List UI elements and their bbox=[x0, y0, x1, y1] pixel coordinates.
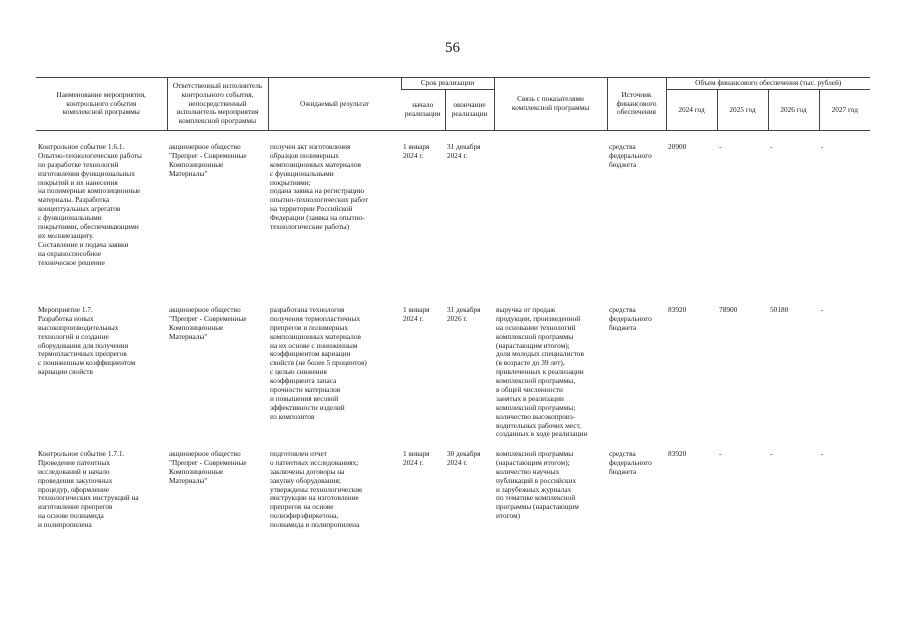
header-year-2027: 2027 год bbox=[819, 90, 870, 131]
header-end: окончание реализации bbox=[445, 90, 494, 131]
cell-2026: 50180 bbox=[770, 305, 789, 314]
header-term: Срок реализации bbox=[401, 78, 494, 90]
page-number: 56 bbox=[445, 40, 460, 56]
header-link: Связь с показателями комплексной программы bbox=[494, 78, 607, 131]
program-activities-table bbox=[36, 77, 870, 550]
cell-2026: - bbox=[770, 449, 773, 458]
cell-result: подготовлен отчет о патентных исследованиях; заключены договоры на закупку оборудования; утверждены технологические инструкции на изготовление препрегов на основе полиэфирэфиркетона, полиамида и полипропилена bbox=[270, 449, 363, 530]
header-start: начало реализации bbox=[404, 100, 441, 118]
header-year-2024: 2024 год bbox=[666, 90, 717, 131]
cell-name: Контрольное событие 1.7.1. Проведение патентных исследований и начало проведения закупочных процедур, оформление технологических инструкций на изготовление препрегов на основе полиамида и полипропилена bbox=[38, 449, 139, 530]
cell-start: 1 января 2024 г. bbox=[403, 142, 430, 160]
cell-2027: - bbox=[821, 449, 824, 458]
table-row bbox=[36, 448, 870, 550]
cell-start: 1 января 2024 г. bbox=[403, 449, 430, 467]
header-responsible: Ответственный исполнитель контрольного события, непосредственный исполнитель мероприятия комплексной программы bbox=[167, 78, 268, 131]
cell-result: получен акт изготовления образцов полимерных композиционных материалов с функциональными покрытиями; подана заявка на регистрацию опытно-технологических работ на территории Российской Федерации (заявка на опытно- технологические работы) bbox=[270, 142, 368, 232]
table-row bbox=[36, 298, 870, 448]
cell-source: средства федерального бюджета bbox=[609, 305, 652, 332]
cell-responsible: акционерное общество "Препрег - Современные Композиционные Материалы" bbox=[169, 142, 247, 178]
cell-name: Мероприятие 1.7. Разработка новых высокопроизводительных технологий и создание оборудования для получения термопластичных препрегов с пониженным коэффициентом вариации свойств bbox=[38, 305, 136, 377]
cell-responsible: акционерное общество "Препрег - Современные Композиционные Материалы" bbox=[169, 449, 247, 485]
cell-result: разработана технология получения термопластичных препрегов и полимерных композиционных материалов на их основе с пониженным коэффициентом вариации свойств (не более 5 процентов) с целью снижения коэффициента запаса прочности материалов и повышения весовой эффективности изделий из композитов bbox=[270, 305, 367, 421]
cell-end: 31 декабря 2024 г. bbox=[447, 142, 481, 160]
cell-link bbox=[494, 131, 607, 299]
cell-2025: - bbox=[719, 142, 722, 151]
cell-2024: 20900 bbox=[668, 142, 687, 151]
cell-2024: 83920 bbox=[668, 305, 687, 314]
header-year-2025: 2025 год bbox=[717, 90, 768, 131]
table-header bbox=[36, 78, 870, 131]
cell-link: выручка от продаж продукции, произведенной на основании технологий комплексной программы (нарастающим итогом); доля молодых специалистов (в возрасте до 39 лет), привлеченных к реализации комплексной программы, в общей численности занятых в реализации комплексной программы; количество высокопроиз- водительных рабочих мест, созданных в ходе реализации bbox=[496, 305, 588, 439]
cell-end: 30 декабря 2024 г. bbox=[447, 449, 481, 467]
cell-2025: - bbox=[719, 449, 722, 458]
header-name: Наименование мероприятия, контрольного события комплексной программы bbox=[56, 89, 147, 117]
header-source: Источник финансового обеспечения bbox=[607, 78, 666, 131]
header-funding: Объем финансового обеспечения (тыс. рублей) bbox=[666, 78, 870, 90]
header-result: Ожидаемый результат bbox=[268, 78, 401, 131]
cell-source: средства федерального бюджета bbox=[609, 449, 652, 476]
table-row bbox=[36, 131, 870, 299]
cell-name: Контрольное событие 1.6.1. Опытно-технологические работы по разработке технологий изготовления функциональных покрытий и их нанесения на полимерные композиционные материалы. Разработка концептуальных агрегатов с функциональными покрытиями, обеспечивающими их молниезащиту. Составление и подача заявки на охраноспособное техническое решение bbox=[38, 142, 142, 267]
cell-source: средства федерального бюджета bbox=[609, 142, 652, 169]
cell-start: 1 января 2024 г. bbox=[403, 305, 430, 323]
header-year-2026: 2026 год bbox=[768, 90, 819, 131]
cell-2024: 83920 bbox=[668, 449, 687, 458]
cell-2027: - bbox=[821, 142, 824, 151]
cell-responsible: акционерное общество "Препрег - Современные Композиционные Материалы" bbox=[169, 305, 247, 341]
cell-end: 31 декабря 2026 г. bbox=[447, 305, 481, 323]
cell-2027: - bbox=[821, 305, 824, 314]
cell-2025: 78900 bbox=[719, 305, 738, 314]
cell-link: комплексной программы (нарастающим итогом); количество научных публикаций в российских и зарубежных журналах по тематике комплексной программы (нарастающим итогом) bbox=[496, 449, 579, 521]
cell-2026: - bbox=[770, 142, 773, 151]
